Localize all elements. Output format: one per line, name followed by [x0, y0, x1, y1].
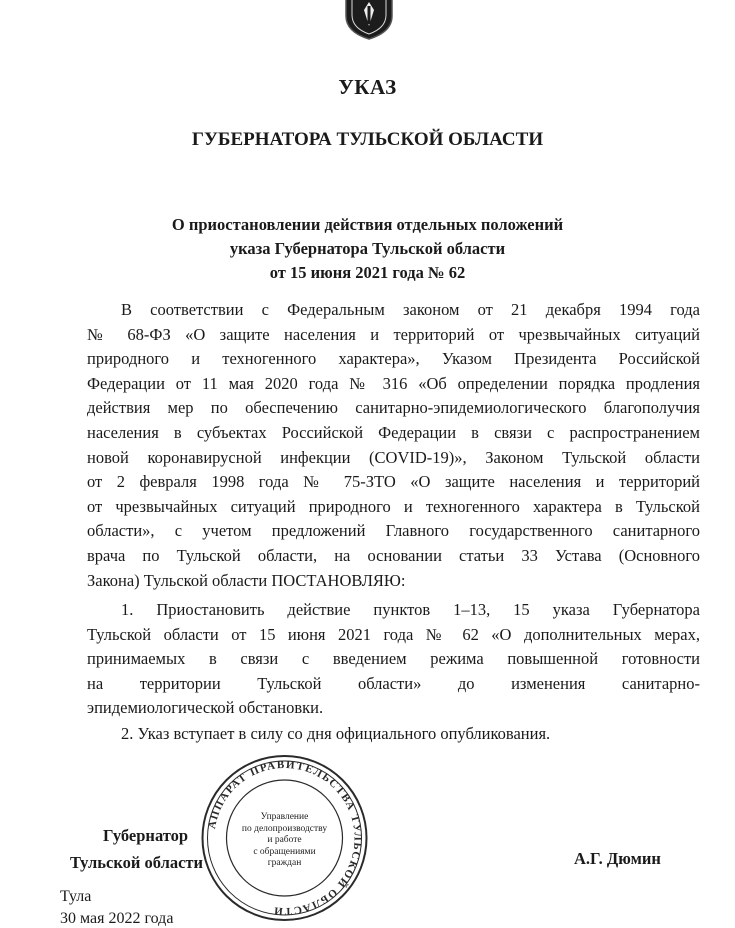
issue-place: Тула	[60, 888, 92, 905]
text-line: новой коронавирусной инфекции (COVID-19)», Законом Тульской области	[87, 447, 700, 467]
decree-subject	[0, 213, 735, 285]
signer-name: А.Г. Дюмин	[574, 849, 661, 868]
text-line: принимаемых в связи с введением режима повышенной готовности	[87, 649, 700, 669]
text-line: № 68-ФЗ «О защите населения и территорий от чрезвычайных ситуаций	[87, 324, 700, 344]
stamp-ring-text: АППАРАТ ПРАВИТЕЛЬСТВА ТУЛЬСКОЙ ОБЛАСТИ	[206, 758, 364, 918]
text-line: области», с учетом предложений Главного государственного санитарного	[87, 521, 700, 541]
coat-of-arms-emblem	[342, 0, 396, 40]
subject-line: О приостановлении действия отдельных положений	[171, 215, 564, 234]
text-line: Тульской области от 15 июня 2021 года № 62 «О дополнительных мерах,	[87, 624, 700, 644]
text-line: от чрезвычайных ситуаций природного и техногенного характера в Тульской	[87, 496, 700, 516]
text-line: населения в субъектах Российской Федерации в связи с распространением	[87, 422, 700, 442]
text-line: эпидемиологической обстановки.	[87, 698, 324, 718]
stamp-line: с обращениями	[253, 846, 316, 857]
text-line: на территории Тульской области» до изменения санитарно-	[87, 673, 700, 693]
text-line: Закона) Тульской области ПОСТАНОВЛЯЮ:	[87, 570, 406, 590]
issuing-authority-title: ГУБЕРНАТОРА ТУЛЬСКОЙ ОБЛАСТИ	[191, 129, 544, 150]
text-line: природного и техногенного характера», Указом Президента Российской	[87, 349, 700, 369]
stamp-center-text	[232, 812, 337, 870]
text-line: 1. Приостановить действие пунктов 1–13, 15 указа Губернатора	[121, 600, 700, 619]
subject-line: указа Губернатора Тульской области	[229, 239, 506, 258]
preamble-paragraph	[87, 298, 700, 593]
text-line: врача по Тульской области, на основании статьи 33 Устава (Основного	[87, 545, 700, 565]
signer-position	[70, 822, 203, 876]
stamp-line: и работе	[267, 835, 302, 845]
decree-item-2	[87, 722, 700, 747]
text-line: от 2 февраля 1998 года № 75-ЗТО «О защите населения и территорий	[87, 472, 700, 492]
text-line: Федерации от 11 мая 2020 года № 316 «Об определении порядка продления	[87, 373, 700, 393]
stamp-line: граждан	[267, 858, 302, 868]
stamp-line: Управление	[260, 812, 309, 822]
text-line: 2. Указ вступает в силу со дня официального опубликования.	[121, 724, 551, 743]
issue-date: 30 мая 2022 года	[60, 910, 174, 927]
subject-line: от 15 июня 2021 года № 62	[269, 263, 466, 282]
signer-position-line: Тульской области	[70, 853, 204, 872]
signer-position-line: Губернатор	[103, 826, 189, 845]
document-type-title: УКАЗ	[338, 75, 397, 99]
stamp-line: по делопроизводству	[241, 823, 328, 834]
decree-item-1	[87, 598, 700, 721]
text-line: действия мер по обеспечению санитарно-эпидемиологического благополучия	[87, 398, 700, 418]
text-line: В соответствии с Федеральным законом от 21 декабря 1994 года	[121, 300, 700, 319]
